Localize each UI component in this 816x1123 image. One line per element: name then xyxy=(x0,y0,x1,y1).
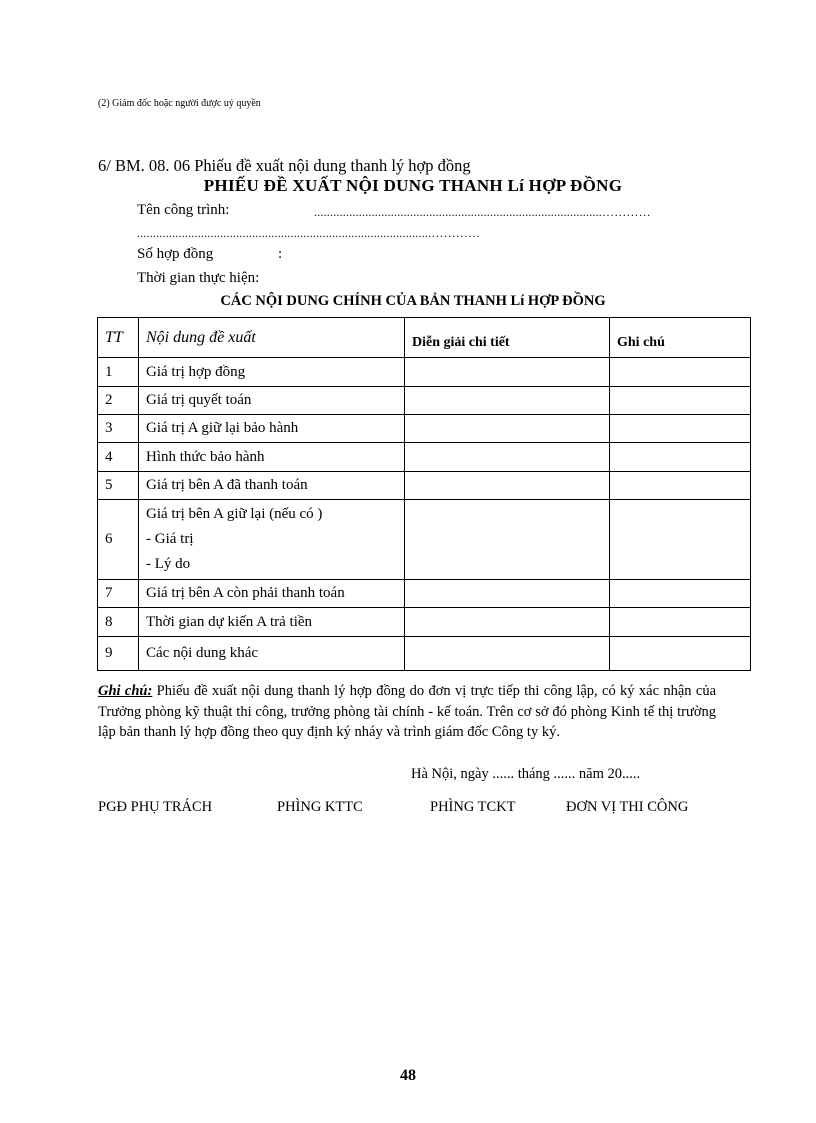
form-title: PHIẾU ĐỀ XUẤT NỘI DUNG THANH Lí HỢP ĐỒNG xyxy=(203,176,623,195)
row-note-cell xyxy=(610,608,751,637)
row-note-cell xyxy=(610,415,751,443)
row-note-cell xyxy=(610,580,751,608)
table-row xyxy=(98,608,751,637)
row-detail-cell xyxy=(405,637,610,671)
project-name-label: Tên công trình: xyxy=(137,202,230,218)
table-row xyxy=(98,637,751,671)
row-number: 7 xyxy=(98,580,139,608)
date-line: Hà Nội, ngày ...... tháng ...... năm 20..... xyxy=(411,766,641,782)
signature-organization-dept: PHÌNG TCKT xyxy=(430,799,516,815)
header-tt: TT xyxy=(98,318,139,358)
header-detail: Diễn giải chi tiết xyxy=(405,318,610,358)
table-row xyxy=(98,358,751,387)
note-text: Phiếu đề xuất nội dung thanh lý hợp đồng do đơn vị trực tiếp thi công lập, có ký xác nhận của Trưởng phòng kỹ thuật thi công, trưởng phòng tài chính - kế toán. Trên cơ sở đó phòng Kinh tế thị trường lập bản thanh lý hợp đồng theo quy định ký nháy và trình giám đốc Công ty ký. xyxy=(98,683,717,740)
execution-period-label: Thời gian thực hiện: xyxy=(137,270,260,286)
row-content: Giá trị A giữ lại bảo hành xyxy=(139,415,405,443)
row-number: 5 xyxy=(98,472,139,500)
note-paragraph xyxy=(98,681,716,743)
project-name-dots-continued: ............................................................................................………… xyxy=(137,226,481,240)
row-number: 8 xyxy=(98,608,139,637)
row-content: Giá trị bên A còn phải thanh toán xyxy=(139,580,405,608)
row-content: Giá trị quyết toán xyxy=(139,387,405,415)
table-heading: CÁC NỘI DUNG CHÍNH CỦA BẢN THANH Lí HỢP ĐỒNG xyxy=(220,293,606,309)
row-note-cell xyxy=(610,443,751,472)
row-note-cell xyxy=(610,637,751,671)
row-detail-cell xyxy=(405,387,610,415)
row-note-cell xyxy=(610,472,751,500)
table-row xyxy=(98,472,751,500)
table-header-row xyxy=(98,318,751,358)
row-content: Giá trị bên A giữ lại (nếu có ) xyxy=(146,506,323,522)
table-row xyxy=(98,443,751,472)
form-code-title: 6/ BM. 08. 06 Phiếu đề xuất nội dung thanh lý hợp đồng xyxy=(98,156,471,175)
header-note: Ghi chú xyxy=(610,318,751,358)
row-number: 1 xyxy=(98,358,139,387)
row-content: Các nội dung khác xyxy=(139,637,405,671)
row-number: 9 xyxy=(98,637,139,671)
row-detail-cell xyxy=(405,443,610,472)
row-sub-item-value: - Giá trị xyxy=(146,531,194,547)
row-content: Thời gian dự kiến A trả tiền xyxy=(139,608,405,637)
row-content: Hình thức bảo hành xyxy=(139,443,405,472)
contract-content-table xyxy=(97,317,751,671)
contract-number-label: Số hợp đồng xyxy=(137,246,214,262)
row-detail-cell xyxy=(405,415,610,443)
row-content: Giá trị bên A đã thanh toán xyxy=(139,472,405,500)
table-row xyxy=(98,500,751,580)
row-number: 2 xyxy=(98,387,139,415)
note-label: Ghi chú: xyxy=(98,683,153,699)
table-row xyxy=(98,387,751,415)
footnote: (2) Giám đốc hoặc người được uỷ quyền xyxy=(98,98,261,109)
row-sub-item-reason: - Lý do xyxy=(146,556,191,572)
signature-construction-unit: ĐƠN VỊ THI CÔNG xyxy=(566,799,689,815)
signature-finance-dept: PHÌNG KTTC xyxy=(277,799,363,815)
row-note-cell xyxy=(610,387,751,415)
row-note-cell xyxy=(610,358,751,387)
project-name-dots: ..........................................................................................………… xyxy=(314,205,651,219)
row-detail-cell xyxy=(405,358,610,387)
row-number: 3 xyxy=(98,415,139,443)
row-detail-cell xyxy=(405,580,610,608)
row-content-multiline xyxy=(139,500,405,580)
row-detail-cell xyxy=(405,472,610,500)
table-row xyxy=(98,580,751,608)
row-detail-cell xyxy=(405,608,610,637)
row-number: 6 xyxy=(98,500,139,580)
row-note-cell xyxy=(610,500,751,580)
header-content: Nội dung đề xuất xyxy=(139,318,405,358)
table-row xyxy=(98,415,751,443)
signature-deputy-director: PGĐ PHỤ TRÁCH xyxy=(98,799,213,815)
row-detail-cell xyxy=(405,500,610,580)
row-number: 4 xyxy=(98,443,139,472)
row-content: Giá trị hợp đồng xyxy=(139,358,405,387)
page-number: 48 xyxy=(400,1067,416,1084)
contract-number-colon: : xyxy=(278,246,283,262)
